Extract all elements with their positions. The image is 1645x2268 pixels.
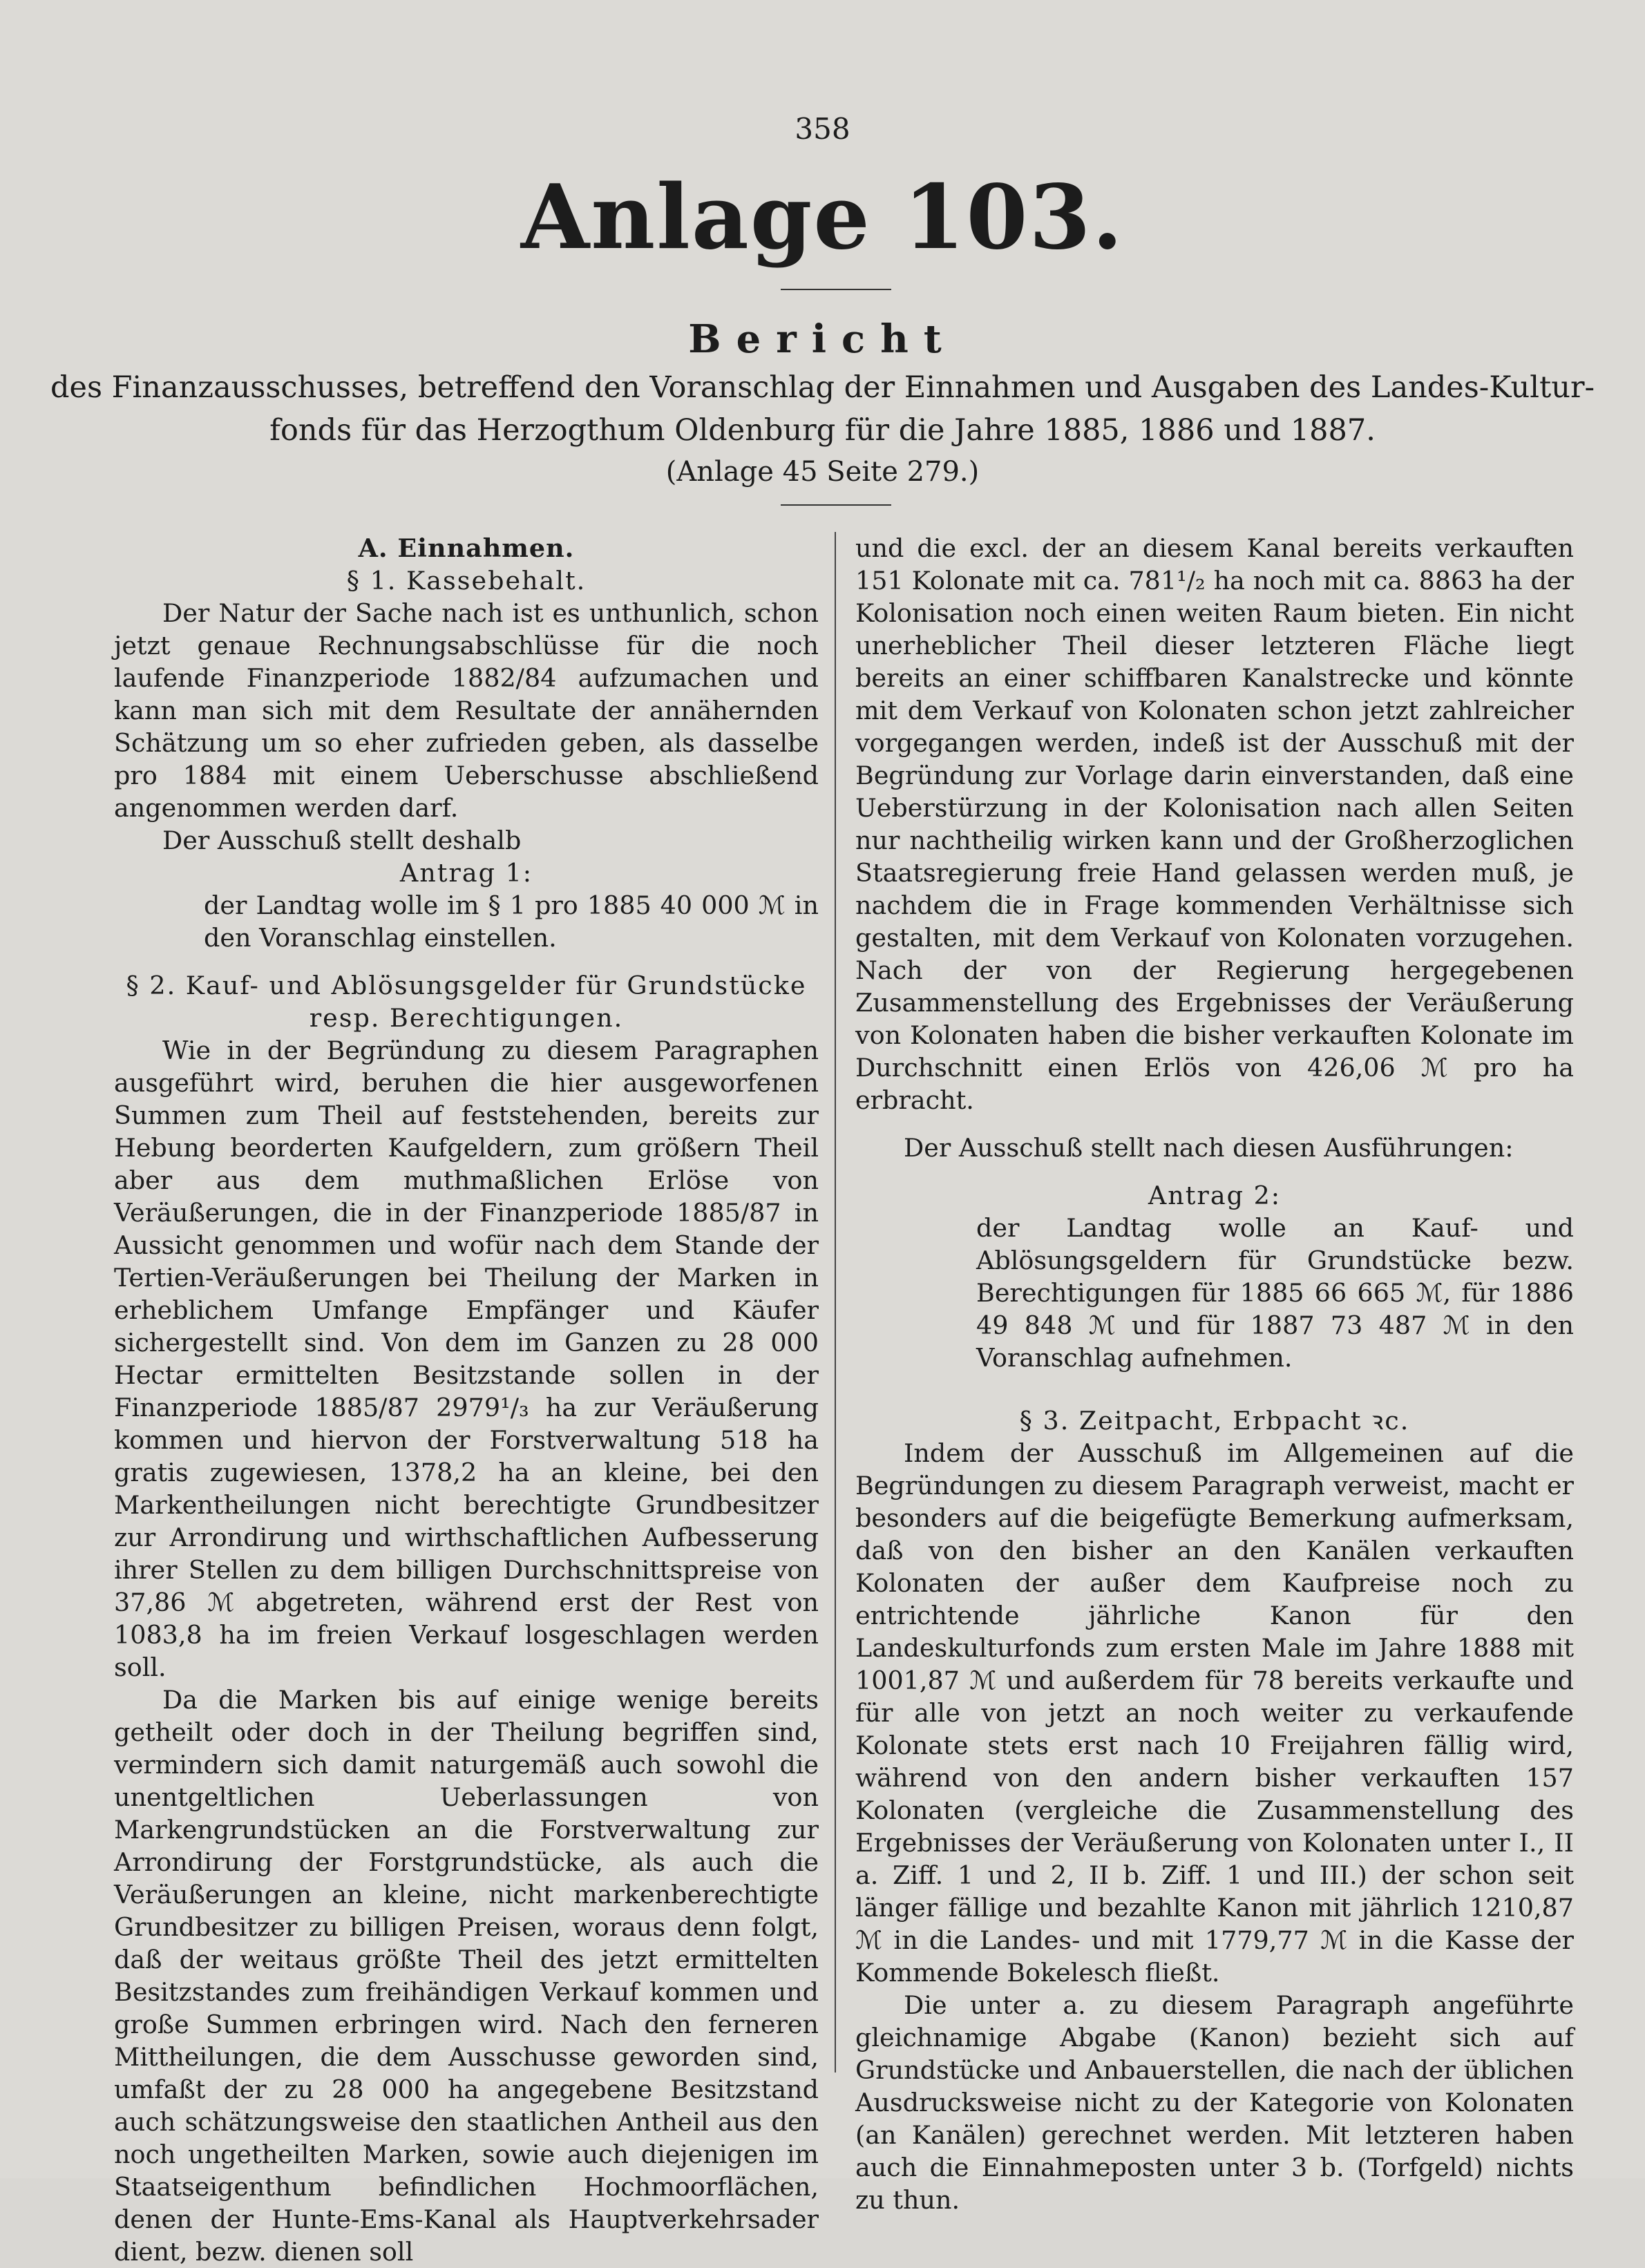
spacer [114,954,819,969]
spacer [855,1164,1574,1179]
spacer [855,1116,1574,1132]
ausschuss-paragraph: Der Ausschuß stellt nach diesen Ausführungen: [904,1133,1514,1163]
section-1-heading: § 1. Kassebehalt. [346,566,587,595]
section-1-paragraph-1: Der Natur der Sache nach ist es unthunlich, schon jetzt genaue Rechnungsabschlüsse für die noch laufende Finanzperiode 1882/84 aufzumachen und kann man sich mit dem Resultate der annähernden Schätzung um so eher zufrieden geben, als dasselbe pro 1884 mit einem Ueberschusse abschließend angenommen werden darf. [114,598,819,823]
title-rule [781,289,891,290]
continued-paragraph: und die excl. der an diesem Kanal bereits verkauften 151 Kolonate mit ca. 781¹/₂ ha noch mit ca. 8863 ha der Kolonisation noch einen weiten Raum bieten. Ein nicht unerheblicher Theil dieser letzteren Fläche liegt bereits an einer schiffbaren Kanalstrecke und könnte mit dem Verkauf von Kolonaten schon jetzt zahlreicher vorgegangen werden, indeß ist der Ausschuß mit der Begründung zur Vorlage darin einverstanden, daß eine Ueberstürzung in der Kolonisation nach allen Seiten nur nachtheilig wirken kann und der Großherzoglichen Staatsregierung freie Hand gelassen werden muß, je nachdem die in Frage kommenden Verhältnisse sich gestalten, mit dem Verkauf von Kolonaten vorzugehen. Nach der von der Regierung hergegebenen Zusammenstellung des Ergebnisses der Veräußerung von Kolonaten haben die bisher verkauften Kolonate im Durchschnitt einen Erlös von 426,06 ℳ pro ha erbracht. [855,533,1574,1115]
section-2-heading-line-1: § 2. Kauf- und Ablösungsgelder für Grundstücke [126,971,807,1000]
antrag-2-heading: Antrag 2: [1148,1181,1282,1210]
section-3-paragraph-1: Indem der Ausschuß im Allgemeinen auf die Begründungen zu diesem Paragraph verweist, macht er besonders auf die beigefügte Bemerkung aufmerksam, daß von den bisher an den Kanälen verkauften Kolonaten der außer dem Kaufpreise noch zu entrichtende jährliche Kanon für den Landeskulturfonds zum ersten Male im Jahre 1888 mit 1001,87 ℳ und außerdem für 78 bereits verkaufte und für alle von jetzt an noch weiter zu verkaufende Kolonate stets erst nach 10 Freijahren fällig wird, während von den andern bisher verkauften 157 Kolonaten (vergleiche die Zusammenstellung des Ergebnisses der Veräußerung von Kolonaten unter I., II a. Ziff. 1 und 2, II b. Ziff. 1 und III.) der schon seit länger fällige und bezahlte Kanon mit jährlich 1210,87 ℳ in die Landes- und mit 1779,77 ℳ in die Kasse der Kommende Bokelesch fließt. [855,1438,1574,1988]
document-title: Anlage 103. [520,166,1125,269]
left-column [114,532,819,2268]
antrag-1-heading: Antrag 1: [399,858,533,888]
section-a-heading: A. Einnahmen. [358,533,575,563]
section-2-heading-line-2: resp. Berechtigungen. [309,1003,624,1033]
section-1-paragraph-2: Der Ausschuß stellt deshalb [162,826,522,855]
spacer [855,1374,1574,1389]
section-2-paragraph-1: Wie in der Begründung zu diesem Paragraphen ausgeführt wird, beruhen die hier ausgeworfenen Summen zum Theil auf feststehenden, bereits zur Hebung beorderten Kaufgeldern, zum größern Theil aber aus dem muthmaßlichen Erlöse von Veräußerungen, die in der Finanzperiode 1885/87 in Aussicht genommen und wofür nach dem Stande der Tertien-Veräußerungen bei Theilung der Marken in erheblichem Umfange Empfänger und Käufer sichergestellt sind. Von dem im Ganzen zu 28 000 Hectar ermittelten Besitzstande sollen in der Finanzperiode 1885/87 2979¹/₃ ha zur Veräußerung kommen und hiervon der Forstverwaltung 518 ha gratis zugewiesen, 1378,2 ha an kleine, bei den Markentheilungen nicht berechtigte Grundbesitzer zur Arrondirung und wirthschaftlichen Aufbesserung ihrer Stellen zu dem billigen Durchschnittspreise von 37,86 ℳ abgetreten, während erst der Rest von 1083,8 ha im freien Verkauf losgeschlagen werden soll. [114,1036,819,1682]
report-subtitle [41,366,1604,452]
section-3-heading: § 3. Zeitpacht, Erbpacht ꝛc. [1019,1406,1410,1436]
spacer [855,1389,1574,1404]
subtitle-rule [781,504,891,506]
antrag-1-text: der Landtag wolle im § 1 pro 1885 40 000 ℳ in den Voranschlag einstellen. [204,890,819,953]
column-divider [835,532,836,2072]
report-heading: Bericht [688,316,957,362]
right-column [855,532,1574,2216]
reference-note: (Anlage 45 Seite 279.) [665,456,980,488]
antrag-2-text: der Landtag wolle an Kauf- und Ablösungsgeldern für Grundstücke bezw. Berechtigungen für 1885 66 665 ℳ, für 1886 49 848 ℳ und für 1887 73 487 ℳ in den Voranschlag aufnehmen. [976,1213,1574,1373]
page-number: 358 [795,112,850,146]
subtitle-line-1: des Finanzausschusses, betreffend den Voranschlag der Einnahmen und Ausgaben des Landes-Kultur- [50,370,1595,405]
section-3-paragraph-2: Die unter a. zu diesem Paragraph angeführte gleichnamige Abgabe (Kanon) bezieht sich auf Grundstücke und Anbauerstellen, die nach der üblichen Ausdrucksweise nicht zu der Kategorie von Kolonaten (an Kanälen) gerechnet werden. Mit letzteren haben auch die Einnahmeposten unter 3 b. (Torfgeld) nichts zu thun. [855,1990,1574,2215]
subtitle-line-2: fonds für das Herzogthum Oldenburg für die Jahre 1885, 1886 und 1887. [269,413,1376,448]
section-2-paragraph-2: Da die Marken bis auf einige wenige bereits getheilt oder doch in der Theilung begriffen sind, vermindern sich damit naturgemäß auch sowohl die unentgeltlichen Ueberlassungen von Markengrundstücken an die Forstverwaltung zur Arrondirung der Forstgrundstücke, als auch die Veräußerungen an kleine, nicht markenberechtigte Grundbesitzer zu billigen Preisen, woraus denn folgt, daß der weitaus größte Theil des jetzt ermittelten Besitzstandes zum freihändigen Verkauf kommen und große Summen erbringen wird. Nach den ferneren Mittheilungen, die dem Ausschusse geworden sind, umfaßt der zu 28 000 ha angegebene Besitzstand auch schätzungsweise den staatlichen Antheil aus den noch ungetheilten Marken, sowie auch diejenigen im Staatseigenthum befindlichen Hochmoorflächen, denen der Hunte-Ems-Kanal als Hauptverkehrsader dient, bezw. dienen soll [114,1685,819,2267]
